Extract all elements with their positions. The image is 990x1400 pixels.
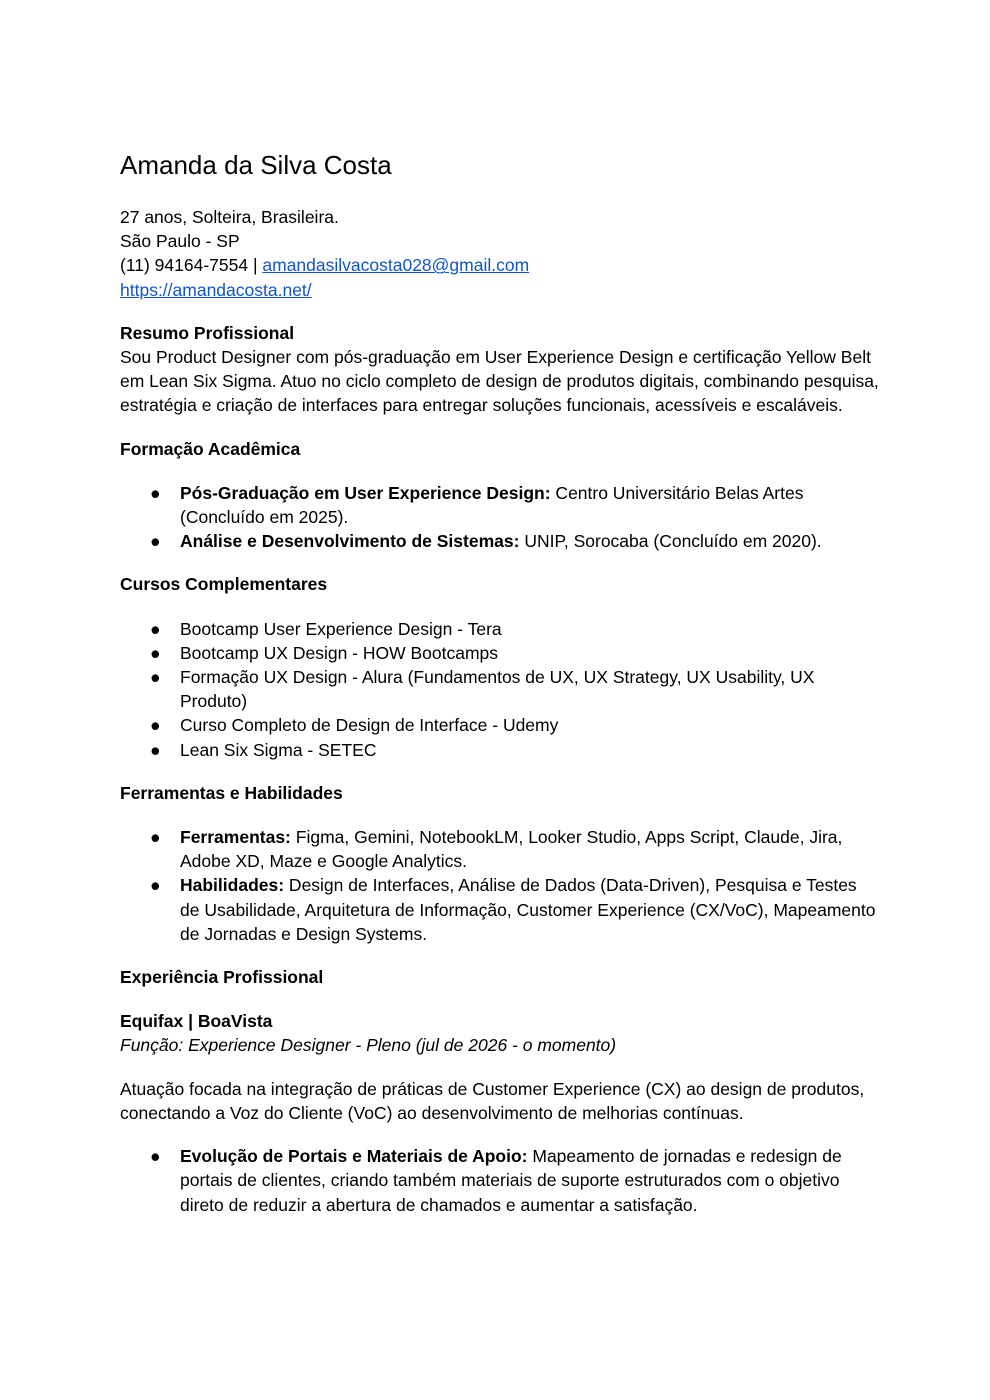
summary-text: Sou Product Designer com pós-graduação em User Experience Design e certificação Yellow Belt em Lean Six Sigma. Atuo no ciclo completo de design de produtos digitais, combinando pesquisa, estratégia e criação de interfaces para entregar soluções funcionais, acessíveis e escaláveis. <box>120 347 879 416</box>
list-item: ● Bootcamp User Experience Design - Tera <box>120 617 880 641</box>
courses-title: Cursos Complementares <box>120 574 328 595</box>
website-link[interactable]: https://amandacosta.net/ <box>120 279 312 300</box>
list-item: ● Bootcamp UX Design - HOW Bootcamps <box>120 641 880 665</box>
bullet-icon: ● <box>150 531 161 552</box>
courses-list <box>120 617 880 762</box>
location: São Paulo - SP <box>120 231 240 252</box>
bullet-icon: ● <box>150 827 161 848</box>
experience-list <box>120 1144 880 1217</box>
education-title: Formação Acadêmica <box>120 438 301 459</box>
experience-title: Experiência Profissional <box>120 967 324 988</box>
candidate-name: Amanda da Silva Costa <box>120 150 392 180</box>
skills-list <box>120 825 880 946</box>
list-item: ● Pós-Graduação em User Experience Design: Centro Universitário Belas Artes (Concluído em 2025). <box>150 482 804 528</box>
personal-info: 27 anos, Solteira, Brasileira. <box>120 207 339 227</box>
bullet-icon: ● <box>150 1146 161 1167</box>
bullet-icon: ● <box>150 875 161 896</box>
bullet-icon: ● <box>150 667 161 688</box>
email-link[interactable]: amandasilvacosta028@gmail.com <box>262 255 530 276</box>
bullet-icon: ● <box>150 739 161 760</box>
education-list <box>120 481 880 554</box>
resume-content <box>120 147 880 1217</box>
list-item: ● Lean Six Sigma - SETEC <box>120 738 880 762</box>
list-item: ● Formação UX Design - Alura (Fundamentos de UX, UX Strategy, UX Usability, UX Produto) <box>150 667 815 712</box>
list-item: ● Evolução de Portais e Materiais de Apoio: Mapeamento de jornadas e redesign de portais de clientes, criando também materiais de suporte estruturados com o objetivo direto de reduzir a abertura de chamados e aumentar a satisfação. <box>150 1146 842 1215</box>
bullet-icon: ● <box>150 642 161 663</box>
phone: (11) 94164-7554 | <box>120 255 263 276</box>
skills-title: Ferramentas e Habilidades <box>120 782 343 803</box>
list-item: ● Análise e Desenvolvimento de Sistemas: UNIP, Sorocaba (Concluído em 2020). <box>120 529 880 553</box>
job-role: Função: Experience Designer - Pleno (jul de 2026 - o momento) <box>120 1035 617 1056</box>
list-item: ● Curso Completo de Design de Interface - Udemy <box>120 713 880 737</box>
bullet-icon: ● <box>150 715 161 736</box>
bullet-icon: ● <box>150 482 161 503</box>
list-item: ● Ferramentas: Figma, Gemini, NotebookLM, Looker Studio, Apps Script, Claude, Jira, Adobe XD, Maze e Google Analytics. <box>150 827 843 872</box>
bullet-icon: ● <box>150 618 161 639</box>
company-name: Equifax | BoaVista <box>120 1011 273 1032</box>
summary-title: Resumo Profissional <box>120 322 295 343</box>
list-item: ● Habilidades: Design de Interfaces, Análise de Dados (Data-Driven), Pesquisa e Testes de Usabilidade, Arquitetura de Informação, Customer Experience (CX/VoC), Mapeamento de Jornadas e Design Systems. <box>150 875 876 944</box>
job-description: Atuação focada na integração de práticas de Customer Experience (CX) ao design de produtos, conectando a Voz do Cliente (VoC) ao desenvolvimento de melhorias contínuas. <box>120 1078 865 1123</box>
contact-line <box>120 253 880 277</box>
